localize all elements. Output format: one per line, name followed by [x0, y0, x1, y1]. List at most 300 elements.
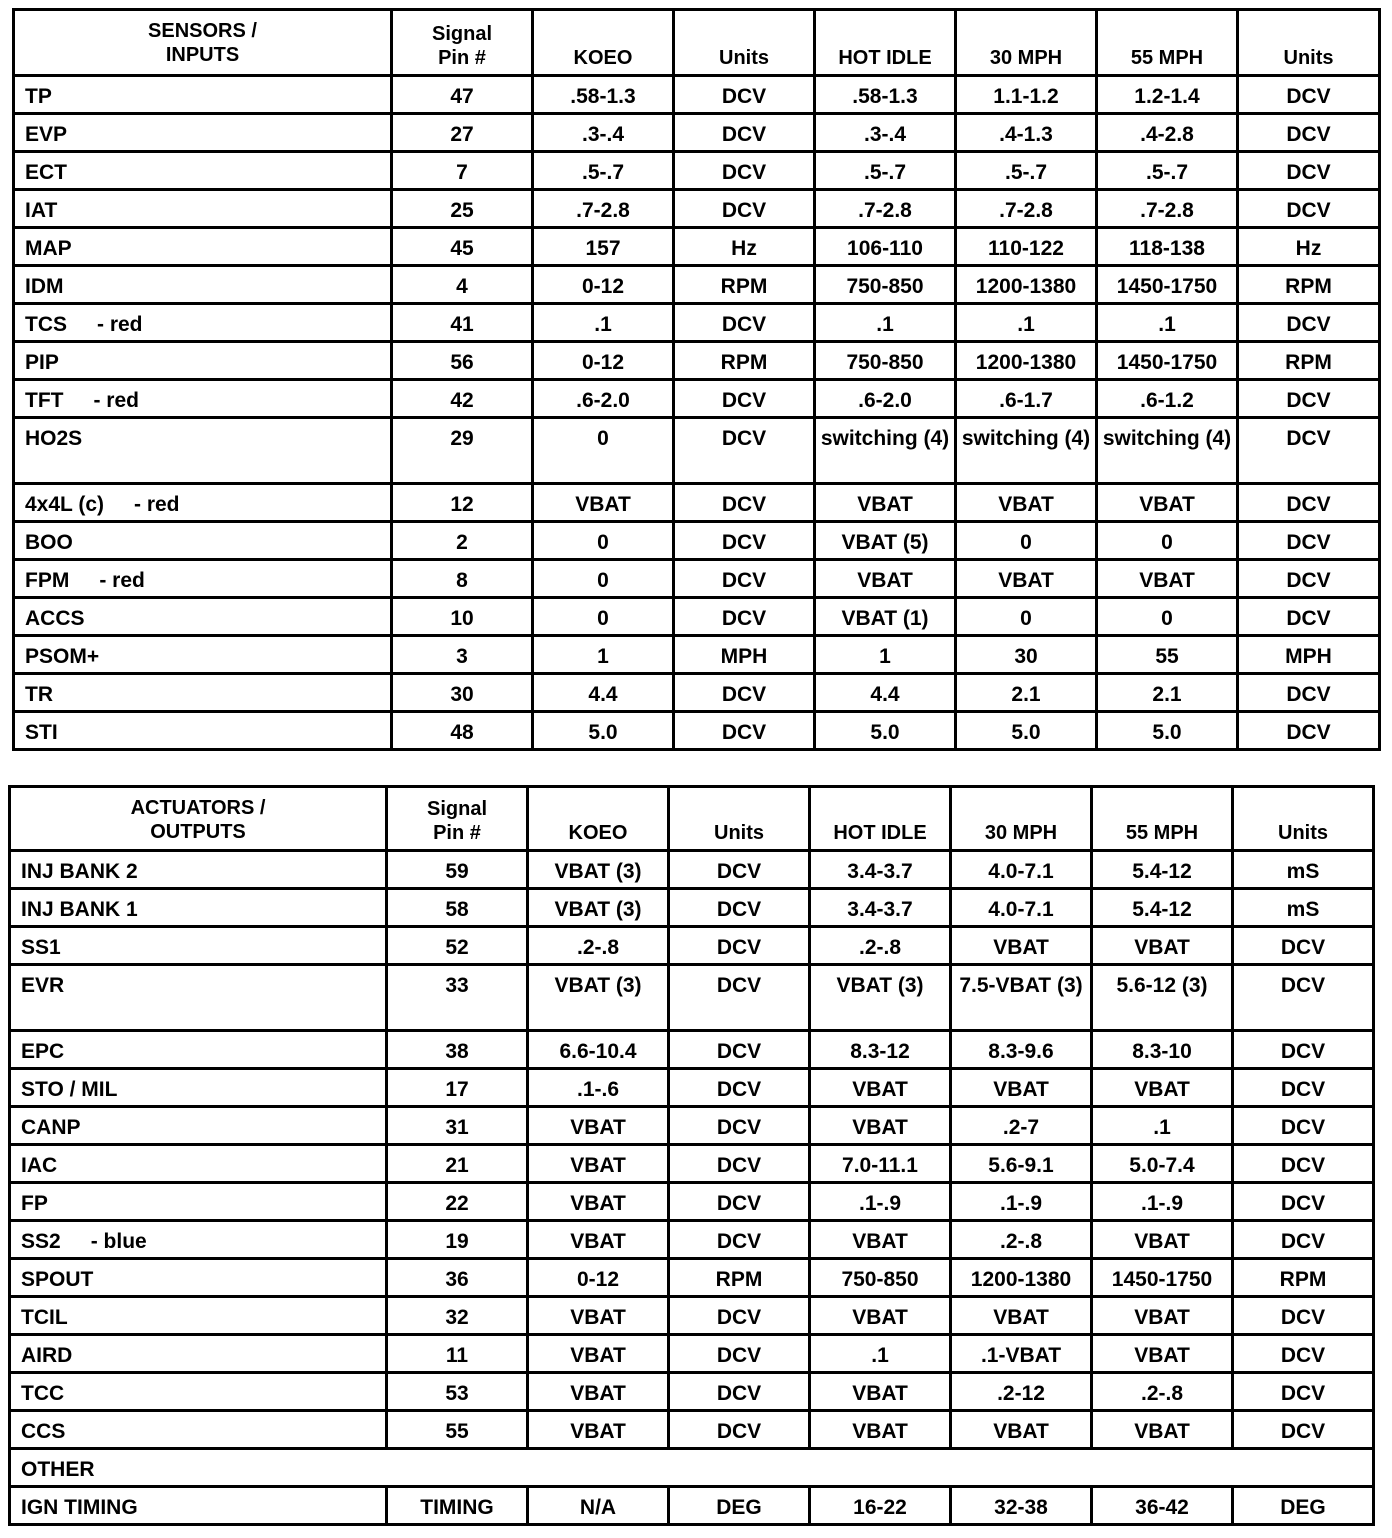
- row-name: [14, 152, 392, 190]
- table-row: [10, 1069, 1374, 1107]
- units-value: DCV: [674, 598, 815, 636]
- koeo-value: VBAT (3): [528, 851, 669, 889]
- table-row: [10, 1487, 1374, 1525]
- table-row: [14, 304, 1380, 342]
- 30-mph-value: switching (4): [956, 418, 1097, 484]
- koeo-value: 0-12: [533, 342, 674, 380]
- 30-mph-value: .6-1.7: [956, 380, 1097, 418]
- table-row: [14, 636, 1380, 674]
- koeo-value: VBAT: [528, 1107, 669, 1145]
- table-row: [14, 380, 1380, 418]
- signal-pin: 25: [392, 190, 533, 228]
- table-row: [14, 342, 1380, 380]
- signal-pin: 58: [387, 889, 528, 927]
- units-value-2: DCV: [1238, 76, 1380, 114]
- units-value: DCV: [669, 927, 810, 965]
- row-name: [14, 522, 392, 560]
- 30-mph-header: 30 MPH: [951, 787, 1092, 851]
- signal-pin-header-line1: Signal: [426, 798, 487, 820]
- hot-idle-value: 750-850: [815, 342, 956, 380]
- koeo-value: 4.4: [533, 674, 674, 712]
- row-name: [14, 484, 392, 522]
- units-header: Units: [674, 10, 815, 76]
- row-label: INJ BANK 2: [21, 860, 138, 883]
- 55-mph-value: 36-42: [1092, 1487, 1233, 1525]
- row-name: IGN TIMING: [10, 1487, 387, 1525]
- row-name: [10, 1297, 387, 1335]
- table-row: [14, 152, 1380, 190]
- row-label: IDM: [25, 275, 64, 298]
- signal-pin: 55: [387, 1411, 528, 1449]
- units-value-2: Hz: [1238, 228, 1380, 266]
- 55-mph-value: 5.0: [1097, 712, 1238, 750]
- table-row: [10, 1183, 1374, 1221]
- row-name: [14, 560, 392, 598]
- koeo-value: 6.6-10.4: [528, 1031, 669, 1069]
- 30-mph-value: .1: [956, 304, 1097, 342]
- sensors-inputs-header: [14, 10, 392, 76]
- table-row: [14, 560, 1380, 598]
- 55-mph-value: VBAT: [1092, 927, 1233, 965]
- hot-idle-value: .58-1.3: [815, 76, 956, 114]
- signal-pin: 53: [387, 1373, 528, 1411]
- 30-mph-value: VBAT: [951, 1069, 1092, 1107]
- hot-idle-value: VBAT: [810, 1297, 951, 1335]
- row-name: [10, 1373, 387, 1411]
- units-value-2: DCV: [1238, 152, 1380, 190]
- row-name: [10, 1183, 387, 1221]
- signal-pin: 7: [392, 152, 533, 190]
- 55-mph-value: 1.2-1.4: [1097, 76, 1238, 114]
- hot-idle-value: VBAT: [810, 1069, 951, 1107]
- 55-mph-value: VBAT: [1092, 1297, 1233, 1335]
- signal-pin: 10: [392, 598, 533, 636]
- hot-idle-value: 3.4-3.7: [810, 889, 951, 927]
- row-name: [14, 114, 392, 152]
- row-label: 4x4L (c): [25, 493, 104, 516]
- 30-mph-value: 0: [956, 598, 1097, 636]
- hot-idle-value: 750-850: [815, 266, 956, 304]
- 30-mph-value: VBAT: [956, 560, 1097, 598]
- units-value: DCV: [674, 522, 815, 560]
- hot-idle-value: 750-850: [810, 1259, 951, 1297]
- header-name-line2: OUTPUTS: [150, 821, 246, 843]
- table-row: [10, 927, 1374, 965]
- row-name: [10, 1221, 387, 1259]
- koeo-value: VBAT (3): [528, 965, 669, 1031]
- 30-mph-value: 5.6-9.1: [951, 1145, 1092, 1183]
- 55-mph-value: VBAT: [1092, 1335, 1233, 1373]
- koeo-value: N/A: [528, 1487, 669, 1525]
- units-value-2: DEG: [1233, 1487, 1374, 1525]
- hot-idle-header: HOT IDLE: [815, 10, 956, 76]
- units-value: DCV: [674, 190, 815, 228]
- 55-mph-header: 55 MPH: [1097, 10, 1238, 76]
- units-value: Hz: [674, 228, 815, 266]
- 55-mph-value: .1: [1097, 304, 1238, 342]
- signal-pin: 31: [387, 1107, 528, 1145]
- signal-pin: 11: [387, 1335, 528, 1373]
- signal-pin: 27: [392, 114, 533, 152]
- 55-mph-value: switching (4): [1097, 418, 1238, 484]
- signal-pin-header: [392, 10, 533, 76]
- signal-pin: 32: [387, 1297, 528, 1335]
- hot-idle-value: 16-22: [810, 1487, 951, 1525]
- units-value-2: DCV: [1238, 522, 1380, 560]
- units-value-2: mS: [1233, 851, 1374, 889]
- units-value-2: DCV: [1233, 1107, 1374, 1145]
- 55-mph-value: .1: [1092, 1107, 1233, 1145]
- units-header-2: Units: [1233, 787, 1374, 851]
- 30-mph-value: 1200-1380: [951, 1259, 1092, 1297]
- row-label: SS2: [21, 1230, 61, 1253]
- 30-mph-header: 30 MPH: [956, 10, 1097, 76]
- signal-pin: 33: [387, 965, 528, 1031]
- sensors-header-row: [14, 10, 1380, 76]
- row-name: [10, 889, 387, 927]
- units-value-2: DCV: [1238, 598, 1380, 636]
- table-row: [14, 712, 1380, 750]
- units-header-2: Units: [1238, 10, 1380, 76]
- 55-mph-value: VBAT: [1097, 484, 1238, 522]
- actuators-header-row: [10, 787, 1374, 851]
- units-value: DCV: [669, 1297, 810, 1335]
- koeo-value: 157: [533, 228, 674, 266]
- row-label: TFT: [25, 389, 64, 412]
- 55-mph-value: 55: [1097, 636, 1238, 674]
- other-section-row: [10, 1449, 1374, 1487]
- 30-mph-value: 1200-1380: [956, 342, 1097, 380]
- sensors-inputs-table: [12, 8, 1381, 751]
- signal-pin: 19: [387, 1221, 528, 1259]
- 55-mph-value: 0: [1097, 522, 1238, 560]
- signal-pin-header-line2: Pin #: [433, 822, 481, 844]
- signal-pin: 36: [387, 1259, 528, 1297]
- hot-idle-value: .1-.9: [810, 1183, 951, 1221]
- units-value-2: DCV: [1233, 1335, 1374, 1373]
- row-label: SS1: [21, 936, 61, 959]
- 55-mph-value: .5-.7: [1097, 152, 1238, 190]
- row-name: [10, 1411, 387, 1449]
- hot-idle-value: .7-2.8: [815, 190, 956, 228]
- signal-pin: 45: [392, 228, 533, 266]
- signal-pin: 52: [387, 927, 528, 965]
- koeo-value: .7-2.8: [533, 190, 674, 228]
- signal-pin: 22: [387, 1183, 528, 1221]
- row-name: [10, 965, 387, 1031]
- 30-mph-value: 1200-1380: [956, 266, 1097, 304]
- 55-mph-value: 1450-1750: [1097, 342, 1238, 380]
- koeo-value: 1: [533, 636, 674, 674]
- signal-pin-header-line1: Signal: [431, 23, 492, 45]
- signal-pin-header-line2: Pin #: [438, 47, 486, 69]
- koeo-value: 0: [533, 560, 674, 598]
- signal-pin: 41: [392, 304, 533, 342]
- koeo-value: 5.0: [533, 712, 674, 750]
- row-name: [10, 1335, 387, 1373]
- 30-mph-value: 2.1: [956, 674, 1097, 712]
- units-value: DCV: [669, 1373, 810, 1411]
- 55-mph-header: 55 MPH: [1092, 787, 1233, 851]
- signal-pin: TIMING: [387, 1487, 528, 1525]
- koeo-value: .3-.4: [533, 114, 674, 152]
- koeo-value: VBAT: [528, 1145, 669, 1183]
- units-value: DCV: [674, 114, 815, 152]
- hot-idle-value: VBAT: [810, 1373, 951, 1411]
- wire-color-note: - red: [134, 493, 180, 516]
- units-value: DCV: [669, 889, 810, 927]
- hot-idle-value: 7.0-11.1: [810, 1145, 951, 1183]
- 30-mph-value: VBAT: [951, 1297, 1092, 1335]
- 55-mph-value: 2.1: [1097, 674, 1238, 712]
- 30-mph-value: 7.5-VBAT (3): [951, 965, 1092, 1031]
- row-label: STO / MIL: [21, 1078, 118, 1101]
- row-name: [14, 228, 392, 266]
- row-name: [10, 1259, 387, 1297]
- 30-mph-value: VBAT: [951, 927, 1092, 965]
- 55-mph-value: 5.0-7.4: [1092, 1145, 1233, 1183]
- table-row: [10, 1107, 1374, 1145]
- row-label: MAP: [25, 237, 72, 260]
- signal-pin: 47: [392, 76, 533, 114]
- row-label: ACCS: [25, 607, 85, 630]
- hot-idle-value: VBAT (3): [810, 965, 951, 1031]
- row-name: [14, 712, 392, 750]
- 55-mph-value: 5.4-12: [1092, 851, 1233, 889]
- table-row: [14, 674, 1380, 712]
- 55-mph-value: .7-2.8: [1097, 190, 1238, 228]
- units-value-2: mS: [1233, 889, 1374, 927]
- units-value: DEG: [669, 1487, 810, 1525]
- row-label: EVR: [21, 974, 65, 997]
- signal-pin: 56: [392, 342, 533, 380]
- row-label: AIRD: [21, 1344, 73, 1367]
- 55-mph-value: 0: [1097, 598, 1238, 636]
- row-label: CCS: [21, 1420, 66, 1443]
- table-row: [10, 1259, 1374, 1297]
- signal-pin: 8: [392, 560, 533, 598]
- 30-mph-value: .7-2.8: [956, 190, 1097, 228]
- units-value-2: RPM: [1233, 1259, 1374, 1297]
- koeo-value: .6-2.0: [533, 380, 674, 418]
- hot-idle-header: HOT IDLE: [810, 787, 951, 851]
- signal-pin: 12: [392, 484, 533, 522]
- 30-mph-value: .2-12: [951, 1373, 1092, 1411]
- koeo-value: 0-12: [533, 266, 674, 304]
- units-value-2: DCV: [1238, 114, 1380, 152]
- units-value: DCV: [674, 674, 815, 712]
- 30-mph-value: 0: [956, 522, 1097, 560]
- units-value: RPM: [674, 266, 815, 304]
- units-value: DCV: [669, 851, 810, 889]
- 55-mph-value: .4-2.8: [1097, 114, 1238, 152]
- signal-pin: 38: [387, 1031, 528, 1069]
- signal-pin-header: [387, 787, 528, 851]
- row-label: STI: [25, 721, 58, 744]
- 30-mph-value: .5-.7: [956, 152, 1097, 190]
- row-name: [14, 266, 392, 304]
- table-row: [14, 522, 1380, 560]
- hot-idle-value: .6-2.0: [815, 380, 956, 418]
- hot-idle-value: 5.0: [815, 712, 956, 750]
- units-value: DCV: [669, 965, 810, 1031]
- row-label: TCIL: [21, 1306, 68, 1329]
- row-name: [14, 674, 392, 712]
- koeo-header: KOEO: [533, 10, 674, 76]
- row-name: [14, 304, 392, 342]
- koeo-header: KOEO: [528, 787, 669, 851]
- units-value: DCV: [669, 1031, 810, 1069]
- row-name: [10, 1145, 387, 1183]
- 55-mph-value: VBAT: [1092, 1069, 1233, 1107]
- units-value: RPM: [674, 342, 815, 380]
- units-value-2: RPM: [1238, 342, 1380, 380]
- koeo-value: 0: [533, 418, 674, 484]
- table-row: [10, 851, 1374, 889]
- hot-idle-value: VBAT: [810, 1411, 951, 1449]
- koeo-value: .58-1.3: [533, 76, 674, 114]
- units-value: RPM: [669, 1259, 810, 1297]
- 30-mph-value: .1-.9: [951, 1183, 1092, 1221]
- row-label: BOO: [25, 531, 73, 554]
- 55-mph-value: .1-.9: [1092, 1183, 1233, 1221]
- row-name: [14, 636, 392, 674]
- table-row: [14, 114, 1380, 152]
- units-value-2: DCV: [1238, 190, 1380, 228]
- table-row: [10, 1373, 1374, 1411]
- row-name: [10, 851, 387, 889]
- row-name: [14, 598, 392, 636]
- row-label: TP: [25, 85, 52, 108]
- units-value: MPH: [674, 636, 815, 674]
- table-row: [14, 228, 1380, 266]
- table-row: [10, 1297, 1374, 1335]
- units-header: Units: [669, 787, 810, 851]
- table-row: [10, 965, 1374, 1031]
- units-value-2: DCV: [1238, 484, 1380, 522]
- 30-mph-value: VBAT: [951, 1411, 1092, 1449]
- units-value-2: DCV: [1233, 1145, 1374, 1183]
- koeo-value: VBAT: [528, 1183, 669, 1221]
- row-label: IAC: [21, 1154, 58, 1177]
- hot-idle-value: .3-.4: [815, 114, 956, 152]
- table-row: [14, 418, 1380, 484]
- row-name: [14, 418, 392, 484]
- units-value-2: DCV: [1238, 560, 1380, 598]
- row-name: [10, 927, 387, 965]
- row-label: FPM: [25, 569, 70, 592]
- signal-pin: 59: [387, 851, 528, 889]
- signal-pin: 29: [392, 418, 533, 484]
- 30-mph-value: .2-7: [951, 1107, 1092, 1145]
- hot-idle-value: VBAT (5): [815, 522, 956, 560]
- other-section-label: OTHER: [10, 1449, 1374, 1487]
- signal-pin: 3: [392, 636, 533, 674]
- table-row: [14, 598, 1380, 636]
- 55-mph-value: 118-138: [1097, 228, 1238, 266]
- koeo-value: .2-.8: [528, 927, 669, 965]
- table-row: [14, 484, 1380, 522]
- row-label: INJ BANK 1: [21, 898, 138, 921]
- hot-idle-value: VBAT: [815, 484, 956, 522]
- units-value-2: DCV: [1233, 1031, 1374, 1069]
- 30-mph-value: .4-1.3: [956, 114, 1097, 152]
- hot-idle-value: 4.4: [815, 674, 956, 712]
- row-label: CANP: [21, 1116, 81, 1139]
- 30-mph-value: .1-VBAT: [951, 1335, 1092, 1373]
- units-value-2: DCV: [1233, 927, 1374, 965]
- units-value: DCV: [669, 1145, 810, 1183]
- wire-color-note: - blue: [90, 1230, 147, 1253]
- hot-idle-value: .1: [810, 1335, 951, 1373]
- units-value-2: DCV: [1238, 674, 1380, 712]
- table-row: [10, 1221, 1374, 1259]
- table-row: [14, 190, 1380, 228]
- units-value-2: DCV: [1233, 1411, 1374, 1449]
- row-name: [14, 342, 392, 380]
- wire-color-note: - red: [99, 569, 145, 592]
- table-row: [10, 1411, 1374, 1449]
- signal-pin: 30: [392, 674, 533, 712]
- hot-idle-value: switching (4): [815, 418, 956, 484]
- units-value-2: MPH: [1238, 636, 1380, 674]
- units-value: DCV: [669, 1107, 810, 1145]
- wire-color-note: - red: [97, 313, 143, 336]
- 55-mph-value: VBAT: [1097, 560, 1238, 598]
- 55-mph-value: VBAT: [1092, 1221, 1233, 1259]
- units-value-2: DCV: [1238, 712, 1380, 750]
- koeo-value: VBAT: [528, 1335, 669, 1373]
- koeo-value: VBAT (3): [528, 889, 669, 927]
- koeo-value: .1-.6: [528, 1069, 669, 1107]
- hot-idle-value: .1: [815, 304, 956, 342]
- row-label: TCS: [25, 313, 67, 336]
- 55-mph-value: 5.6-12 (3): [1092, 965, 1233, 1031]
- units-value-2: DCV: [1233, 1069, 1374, 1107]
- 55-mph-value: .2-.8: [1092, 1373, 1233, 1411]
- signal-pin: 42: [392, 380, 533, 418]
- hot-idle-value: VBAT: [815, 560, 956, 598]
- row-name: [14, 190, 392, 228]
- koeo-value: VBAT: [528, 1221, 669, 1259]
- signal-pin: 17: [387, 1069, 528, 1107]
- 55-mph-value: 5.4-12: [1092, 889, 1233, 927]
- 30-mph-value: 30: [956, 636, 1097, 674]
- koeo-value: VBAT: [528, 1297, 669, 1335]
- row-label: EPC: [21, 1040, 65, 1063]
- signal-pin: 21: [387, 1145, 528, 1183]
- actuators-outputs-table: [8, 785, 1375, 1526]
- 55-mph-value: VBAT: [1092, 1411, 1233, 1449]
- 55-mph-value: 8.3-10: [1092, 1031, 1233, 1069]
- hot-idle-value: 8.3-12: [810, 1031, 951, 1069]
- koeo-value: VBAT: [528, 1411, 669, 1449]
- table-row: [10, 1335, 1374, 1373]
- row-label: HO2S: [25, 427, 83, 450]
- actuators-outputs-header: [10, 787, 387, 851]
- units-value: DCV: [674, 76, 815, 114]
- signal-pin: 2: [392, 522, 533, 560]
- 30-mph-value: 8.3-9.6: [951, 1031, 1092, 1069]
- row-name: [10, 1069, 387, 1107]
- row-name: [14, 380, 392, 418]
- units-value: DCV: [674, 380, 815, 418]
- row-label: SPOUT: [21, 1268, 94, 1291]
- row-name: [10, 1031, 387, 1069]
- 30-mph-value: 1.1-1.2: [956, 76, 1097, 114]
- units-value-2: DCV: [1233, 965, 1374, 1031]
- hot-idle-value: 3.4-3.7: [810, 851, 951, 889]
